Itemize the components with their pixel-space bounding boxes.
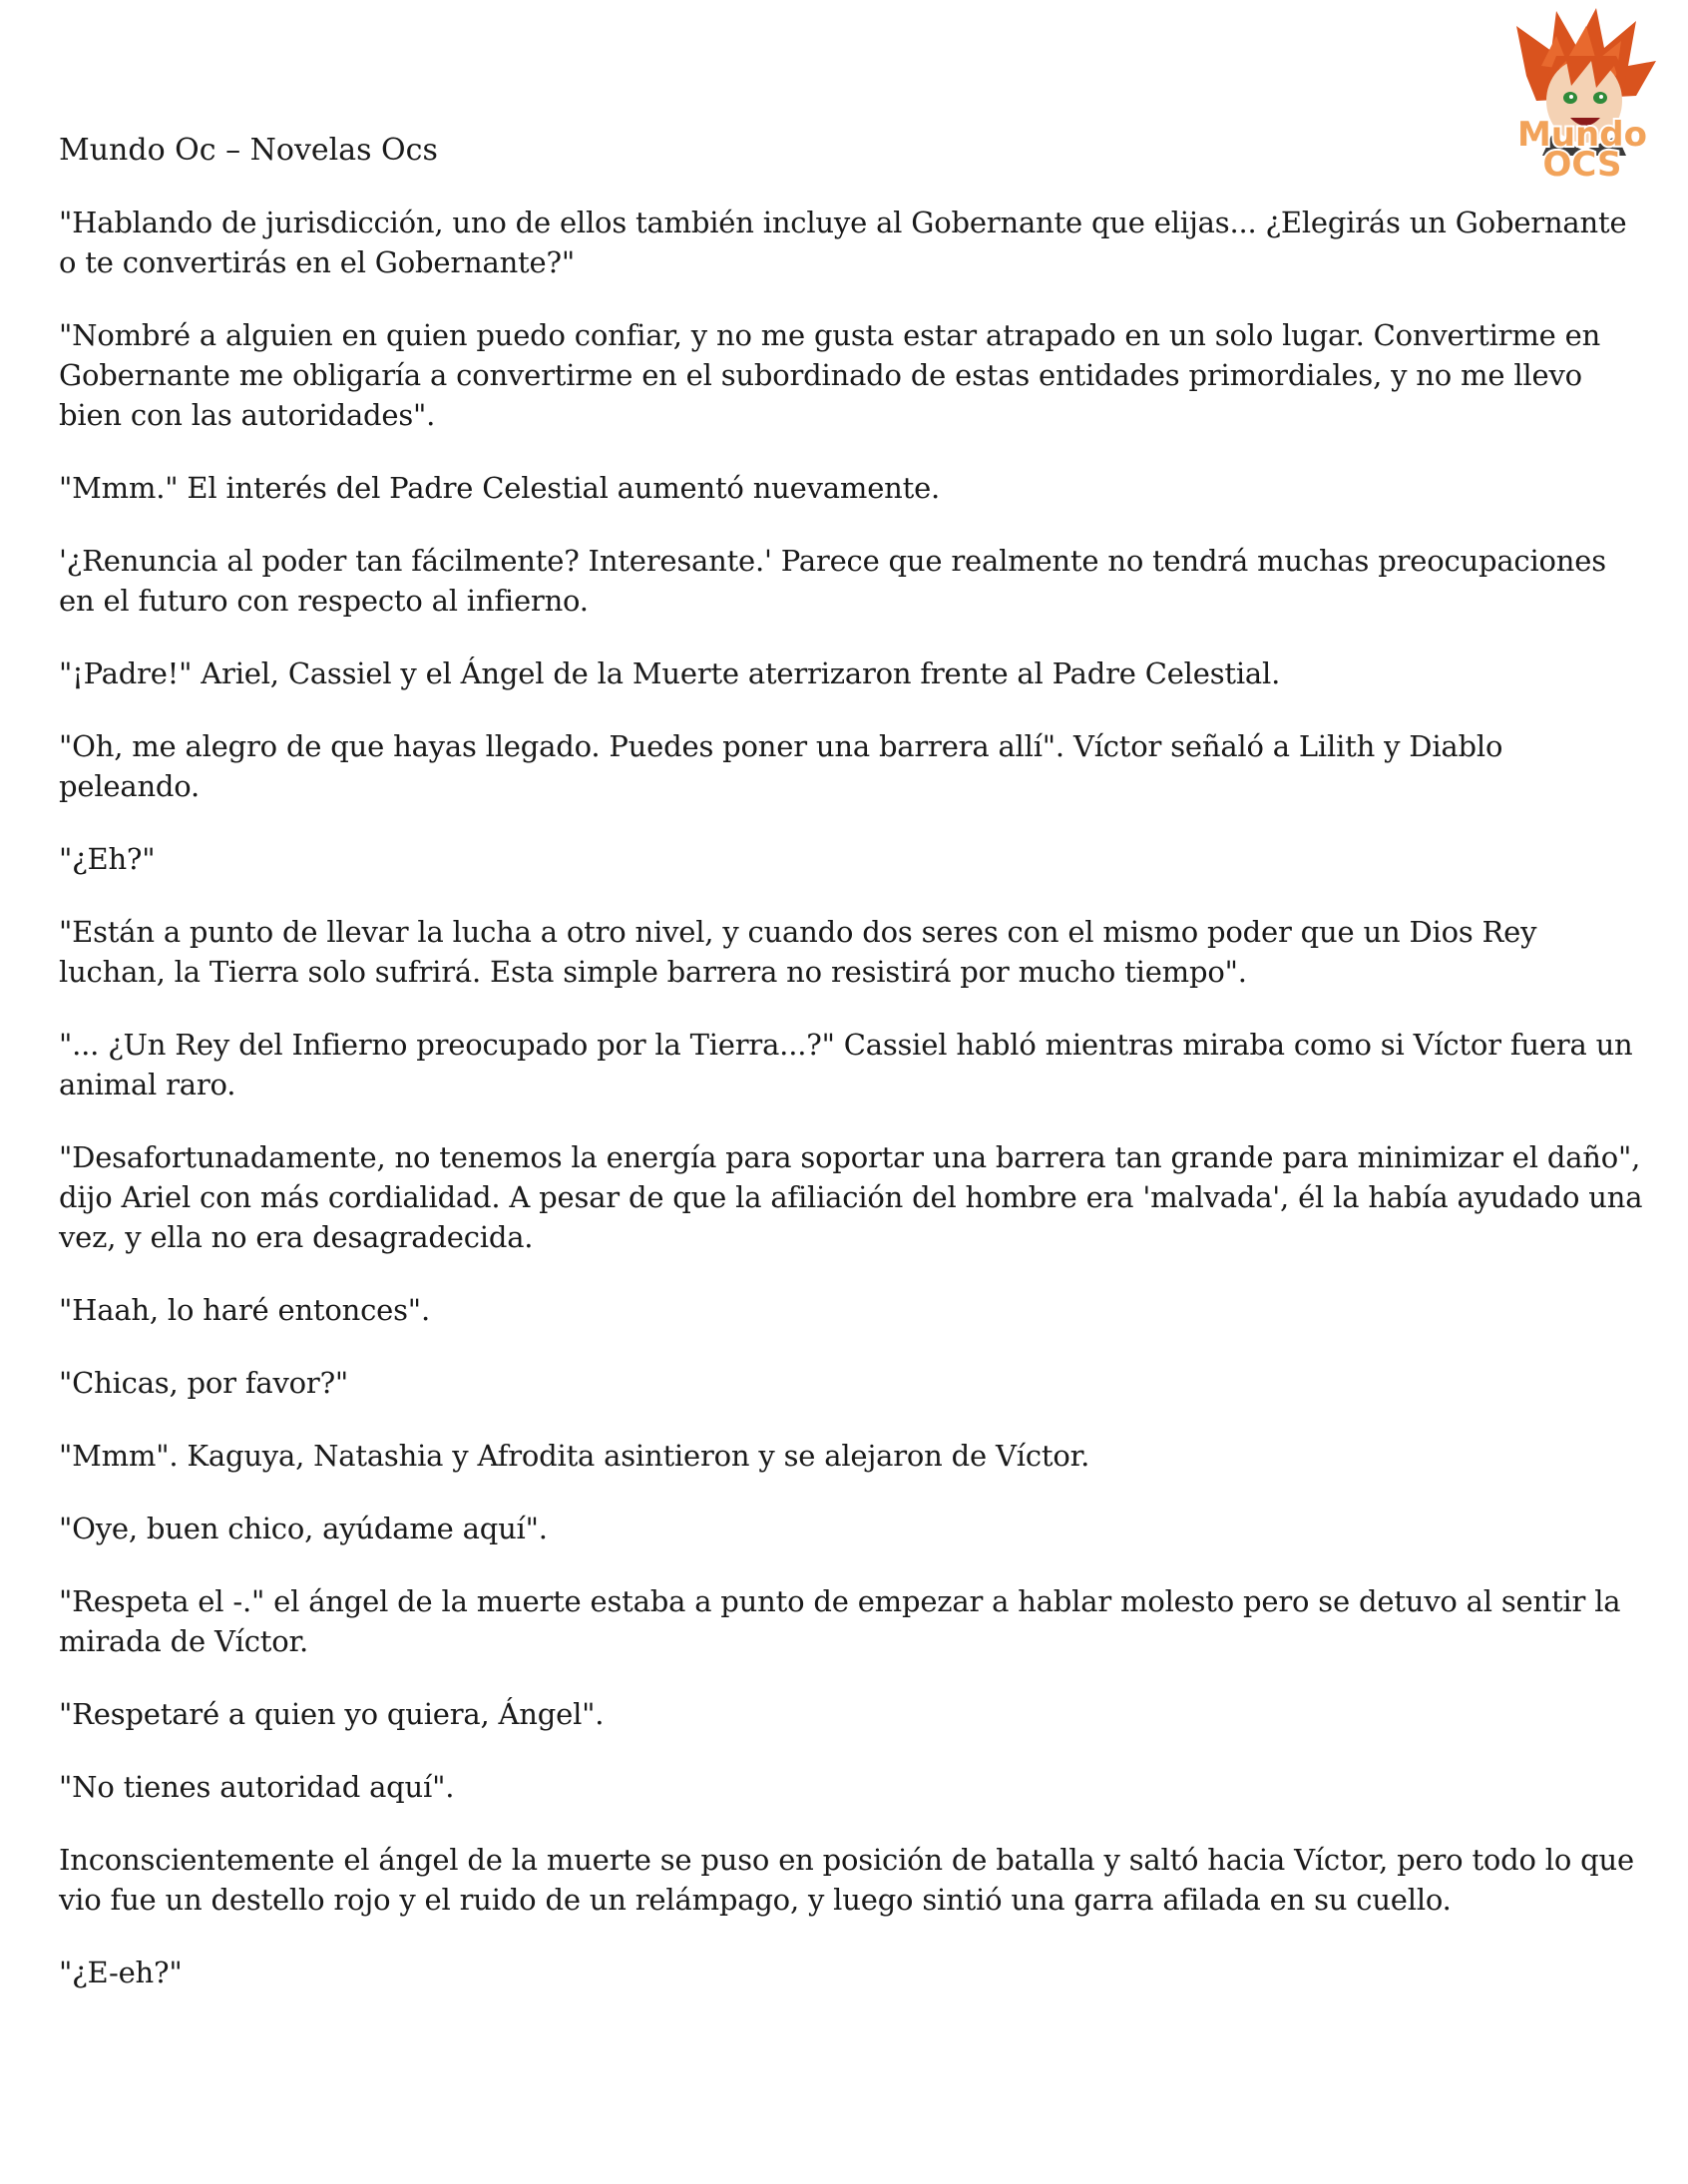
paragraph: "Hablando de jurisdicción, uno de ellos también incluye al Gobernante que elijas... ¿Elegirás un Gobernante o te convertirás en el Gobernante?" xyxy=(59,206,1627,279)
paragraph: "Oye, buen chico, ayúdame aquí". xyxy=(59,1512,548,1545)
paragraph: "Respeta el -." el ángel de la muerte estaba a punto de empezar a hablar molesto pero se detuvo al sentir la mirada de Víctor. xyxy=(59,1584,1621,1658)
paragraph: "Respetaré a quien yo quiera, Ángel". xyxy=(59,1697,605,1731)
paragraph: "Chicas, por favor?" xyxy=(59,1366,349,1400)
paragraph: "Desafortunadamente, no tenemos la energía para soportar una barrera tan grande para minimizar el daño", dijo Ariel con más cordialidad. A pesar de que la afiliación del hombre era 'malvada', él la había ayudado una vez, y ella no era desagradecida. xyxy=(59,1140,1643,1254)
paragraph: "Están a punto de llevar la lucha a otro nivel, y cuando dos seres con el mismo poder que un Dios Rey luchan, la Tierra solo sufrirá. Esta simple barrera no resistirá por mucho tiempo". xyxy=(59,915,1537,989)
document-header: Mundo Oc – Novelas Ocs xyxy=(59,133,438,168)
paragraph: "Oh, me alegro de que hayas llegado. Puedes poner una barrera allí". Víctor señaló a Lilith y Diablo peleando. xyxy=(59,729,1503,803)
paragraph: "Nombré a alguien en quien puedo confiar, y no me gusta estar atrapado en un solo lugar. Convertirme en Gobernante me obligaría a convertirme en el subordinado de estas entidades primordiales, y no me llevo bien con las autoridades". xyxy=(59,318,1601,432)
paragraph: '¿Renuncia al poder tan fácilmente? Interesante.' Parece que realmente no tendrá muchas preocupaciones en el futuro con respecto al infierno. xyxy=(59,544,1606,618)
mundo-ocs-logo xyxy=(1496,6,1668,181)
mascot-icon xyxy=(1496,6,1668,181)
logo-text-line1: Mundo xyxy=(1517,115,1647,155)
paragraph: "Mmm". Kaguya, Natashia y Afrodita asintieron y se alejaron de Víctor. xyxy=(59,1439,1090,1473)
paragraph: "Mmm." El interés del Padre Celestial aumentó nuevamente. xyxy=(59,471,941,505)
paragraph: "... ¿Un Rey del Infierno preocupado por la Tierra...?" Cassiel habló mientras miraba como si Víctor fuera un animal raro. xyxy=(59,1028,1633,1101)
paragraph: "¡Padre!" Ariel, Cassiel y el Ángel de la Muerte aterrizaron frente al Padre Celestial. xyxy=(59,656,1281,690)
paragraph: "No tienes autoridad aquí". xyxy=(59,1770,455,1804)
paragraph: "Haah, lo haré entonces". xyxy=(59,1293,430,1327)
document-body xyxy=(59,203,1645,2025)
paragraph: "¿E-eh?" xyxy=(59,1956,183,1989)
paragraph: Inconscientemente el ángel de la muerte se puso en posición de batalla y saltó hacia Víctor, pero todo lo que vio fue un destello rojo y el ruido de un relámpago, y luego sintió una garra afilada en su cuello. xyxy=(59,1843,1634,1917)
logo-text-line2: OCS xyxy=(1542,145,1622,181)
paragraph: "¿Eh?" xyxy=(59,842,156,876)
